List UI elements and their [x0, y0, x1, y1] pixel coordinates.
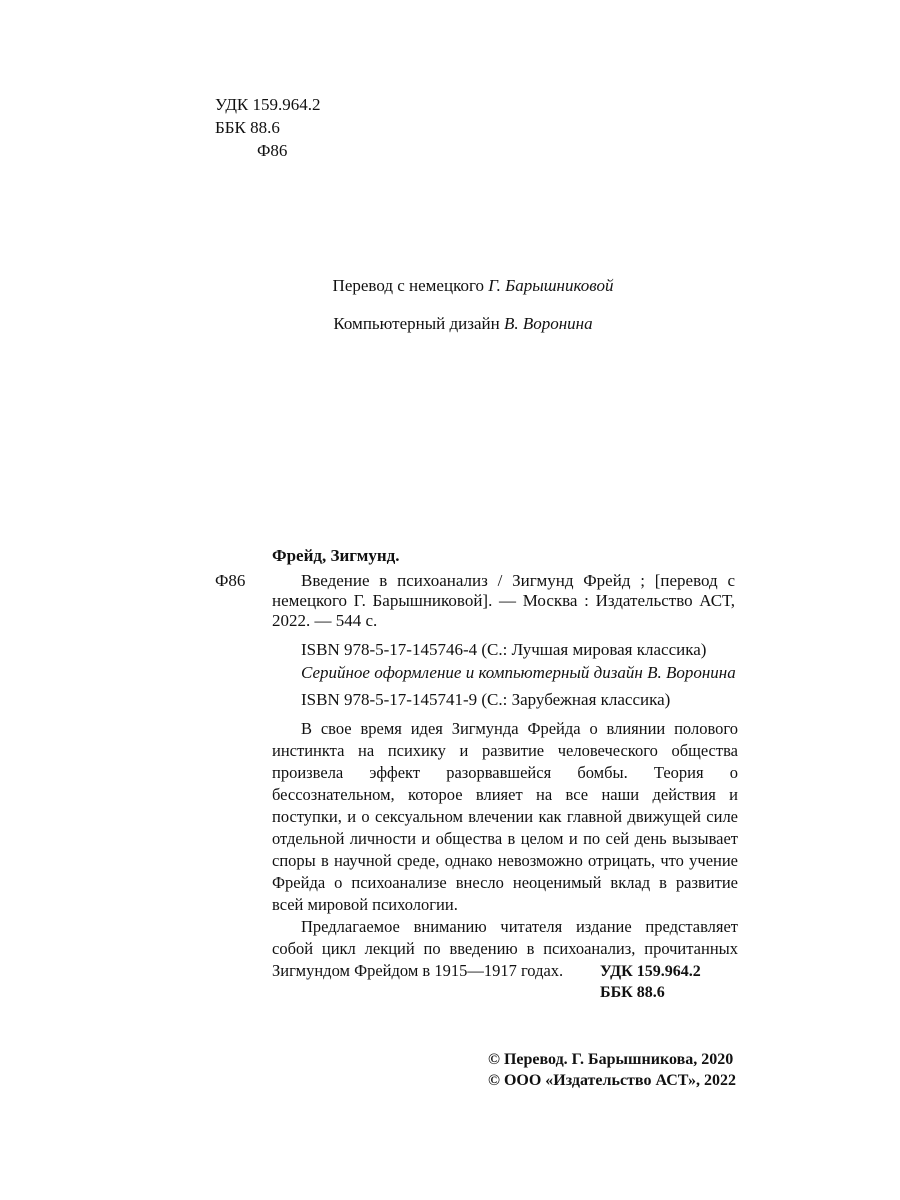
- bottom-udk-code: УДК 159.964.2: [600, 963, 701, 980]
- classification-codes: [215, 93, 321, 162]
- isbn-1: ISBN 978-5-17-145746-4 (С.: Лучшая мировая классика): [301, 640, 707, 659]
- author-heading: Фрейд, Зигмунд.: [272, 546, 400, 565]
- translation-prefix: Перевод с немецкого: [332, 276, 489, 295]
- copyright-translation: © Перевод. Г. Барышникова, 2020: [488, 1051, 734, 1068]
- bottom-bbk-code: ББК 88.6: [600, 984, 665, 1001]
- annotation: [272, 718, 738, 982]
- copyright-block: [488, 1049, 738, 1091]
- translation-credit: [0, 276, 900, 296]
- translator-name: Г. Барышниковой: [488, 276, 614, 295]
- copyright-publisher: © ООО «Издательство АСТ», 2022: [488, 1072, 737, 1089]
- bbk-code: ББК 88.6: [215, 118, 280, 137]
- series-design-note: Серийное оформление и компьютерный дизайн В. Воронина: [301, 663, 736, 682]
- annotation-paragraph-2: Предлагаемое вниманию читателя издание представляет собой цикл лекций по введению в психоанализ, прочитанных Зигмундом Фрейдом в 1915—1917 годах.: [272, 917, 738, 980]
- design-prefix: Компьютерный дизайн: [333, 314, 504, 333]
- author-mark: Ф86: [257, 141, 288, 160]
- bibliographic-description: [272, 571, 735, 631]
- bottom-classification-codes: [600, 961, 735, 1003]
- udk-code: УДК 159.964.2: [215, 95, 321, 114]
- card-author-mark: Ф86: [215, 571, 246, 590]
- isbn-2: ISBN 978-5-17-145741-9 (С.: Зарубежная классика): [301, 690, 671, 709]
- description-text: Введение в психоанализ / Зигмунд Фрейд ; [перевод с немецкого Г. Барышниковой]. — Москва : Издательство АСТ, 2022. — 544 с.: [272, 571, 735, 630]
- annotation-paragraph-1: В свое время идея Зигмунда Фрейда о влиянии полового инстинкта на психику и развитие человеческого общества произвела эффект разорвавшейся бомбы. Теория о бессознательном, которое влияет на все наши действия и поступки, и о сексуальном влечении как главной движущей силе отдельной личности и общества в целом и по сей день вызывает споры в научной среде, однако невозможно отрицать, что учение Фрейда о психоанализе внесло неоценимый вклад в развитие всей мировой психологии.: [272, 719, 738, 914]
- design-credit: [0, 314, 900, 334]
- designer-name: В. Воронина: [503, 314, 593, 333]
